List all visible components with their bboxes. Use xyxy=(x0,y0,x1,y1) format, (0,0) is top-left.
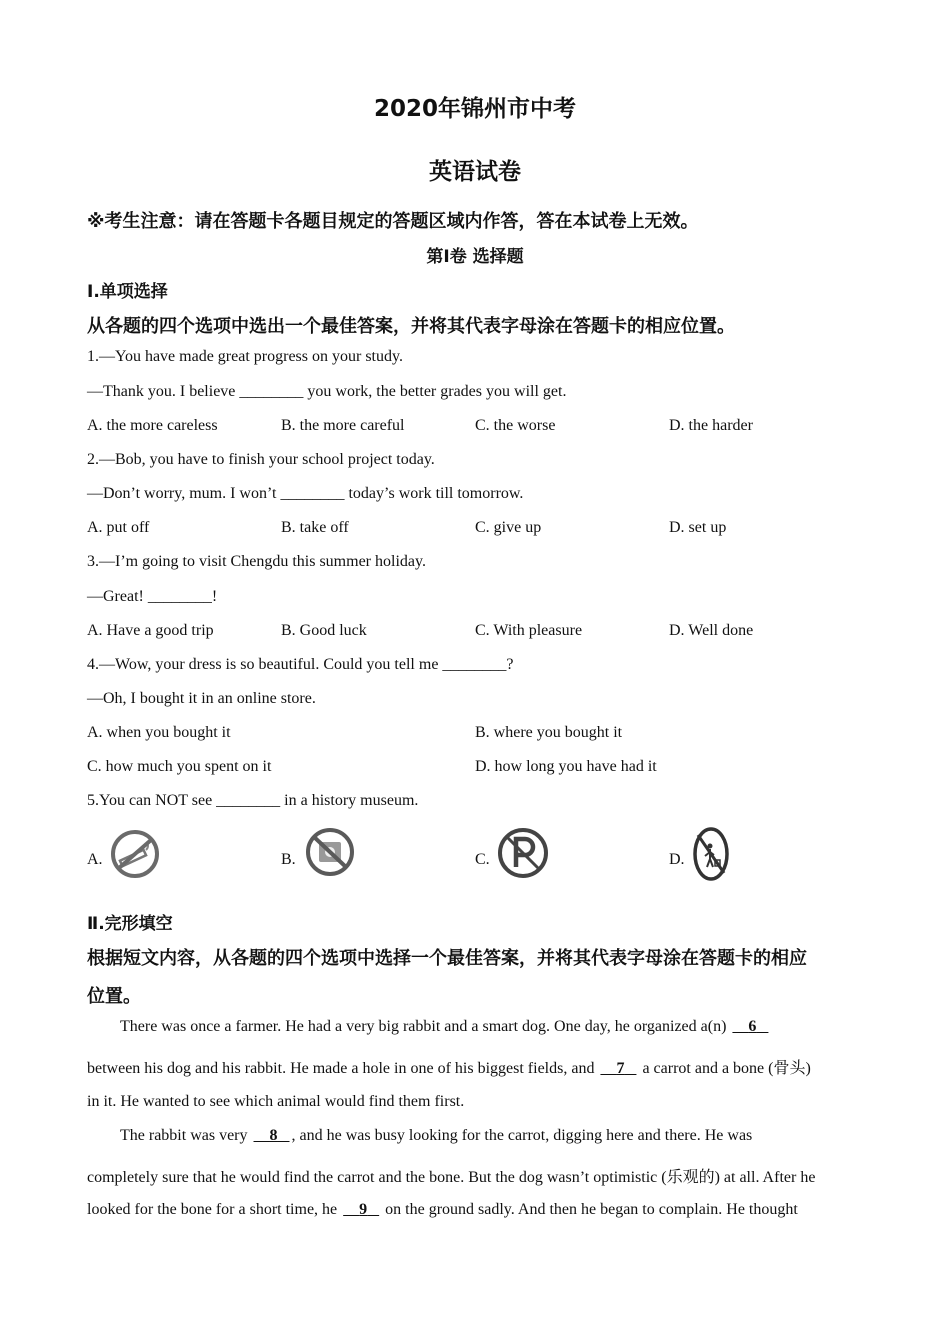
q2-option-c: C. give up xyxy=(475,519,542,536)
q1-option-d: D. the harder xyxy=(669,417,753,434)
passage-text: looked for the bone for a short time, he xyxy=(87,1201,338,1218)
no-smoking-sign-icon xyxy=(108,828,162,880)
passage-text: The rabbit was very xyxy=(120,1127,248,1144)
blank-8: 8 xyxy=(269,1127,278,1144)
passage-line: completely sure that he would find the carrot and the bone. But the dog wasn’t optimistic (乐观的) at all. After he xyxy=(87,1169,816,1186)
exam-title: 2020年锦州市中考 xyxy=(373,96,576,122)
q5-option-d: D. xyxy=(669,851,685,868)
q1-line2: —Thank you. I believe ________ you work, the better grades you will get. xyxy=(87,383,567,400)
q3-option-d: D. Well done xyxy=(669,622,754,639)
q1-line1: 1.—You have made great progress on your study. xyxy=(87,348,403,365)
q5-line1: 5.You can NOT see ________ in a history museum. xyxy=(87,792,419,809)
q1-option-b: B. the more careful xyxy=(281,417,405,434)
section2-instruction-line1: 根据短文内容，从各题的四个选项中选择一个最佳答案，并将其代表字母涂在答题卡的相应 xyxy=(87,948,807,969)
blank-6: 6 xyxy=(748,1018,757,1035)
q2-line1: 2.—Bob, you have to finish your school project today. xyxy=(87,451,435,468)
q4-option-c: C. how much you spent on it xyxy=(87,758,272,775)
q2-line2: —Don’t worry, mum. I won’t ________ today’s work till tomorrow. xyxy=(87,485,524,502)
passage-line xyxy=(87,1055,811,1078)
q5-option-c: C. xyxy=(475,851,490,868)
q3-option-c: C. With pleasure xyxy=(475,622,583,639)
q3-line1: 3.—I’m going to visit Chengdu this summer holiday. xyxy=(87,553,426,570)
passage-text: on the ground sadly. And then he began to complain. He thought xyxy=(385,1201,798,1218)
q4-option-b: B. where you bought it xyxy=(475,724,623,741)
q4-option-a: A. when you bought it xyxy=(87,724,231,741)
section1-instruction: 从各题的四个选项中选出一个最佳答案，并将其代表字母涂在答题卡的相应位置。 xyxy=(87,316,735,337)
q1-option-c: C. the worse xyxy=(475,417,556,434)
no-littering-sign-icon xyxy=(691,826,731,882)
q4-line1: 4.—Wow, your dress is so beautiful. Could you tell me ________? xyxy=(87,656,514,673)
section2-heading: Ⅱ.完形填空 xyxy=(87,914,173,934)
q3-line2: —Great! ________! xyxy=(87,588,218,605)
passage-text: a carrot and a bone (骨头) xyxy=(642,1060,811,1077)
q1-option-a: A. the more careless xyxy=(87,417,218,434)
exam-notice: ※考生注意：请在答题卡各题目规定的答题区域内作答，答在本试卷上无效。 xyxy=(87,211,699,232)
exam-subtitle: 英语试卷 xyxy=(429,159,521,185)
blank-7: 7 xyxy=(616,1060,625,1077)
passage-text: between his dog and his rabbit. He made a hole in one of his biggest fields, and xyxy=(87,1060,595,1077)
section2-instruction-line2: 位置。 xyxy=(87,986,141,1007)
q2-option-b: B. take off xyxy=(281,519,349,536)
part-heading: 第Ⅰ卷 选择题 xyxy=(426,247,524,267)
q3-option-b: B. Good luck xyxy=(281,622,367,639)
passage-line xyxy=(120,1127,752,1145)
passage-text: There was once a farmer. He had a very big rabbit and a smart dog. One day, he organized a(n) xyxy=(120,1018,727,1035)
no-photos-sign-icon xyxy=(303,826,357,878)
passage-line xyxy=(120,1018,770,1036)
q4-option-d: D. how long you have had it xyxy=(475,758,657,775)
q3-option-a: A. Have a good trip xyxy=(87,622,214,639)
parking-sign-icon xyxy=(496,826,550,880)
blank-9: 9 xyxy=(359,1201,368,1218)
q5-option-b: B. xyxy=(281,851,296,868)
passage-text: , and he was busy looking for the carrot, digging here and there. He was xyxy=(291,1127,753,1144)
passage-line: in it. He wanted to see which animal would find them first. xyxy=(87,1093,465,1110)
q4-line2: —Oh, I bought it in an online store. xyxy=(87,690,316,707)
q5-option-a: A. xyxy=(87,851,103,868)
q2-option-a: A. put off xyxy=(87,519,150,536)
passage-line xyxy=(87,1201,798,1219)
section1-heading: Ⅰ.单项选择 xyxy=(87,282,168,302)
q2-option-d: D. set up xyxy=(669,519,727,536)
